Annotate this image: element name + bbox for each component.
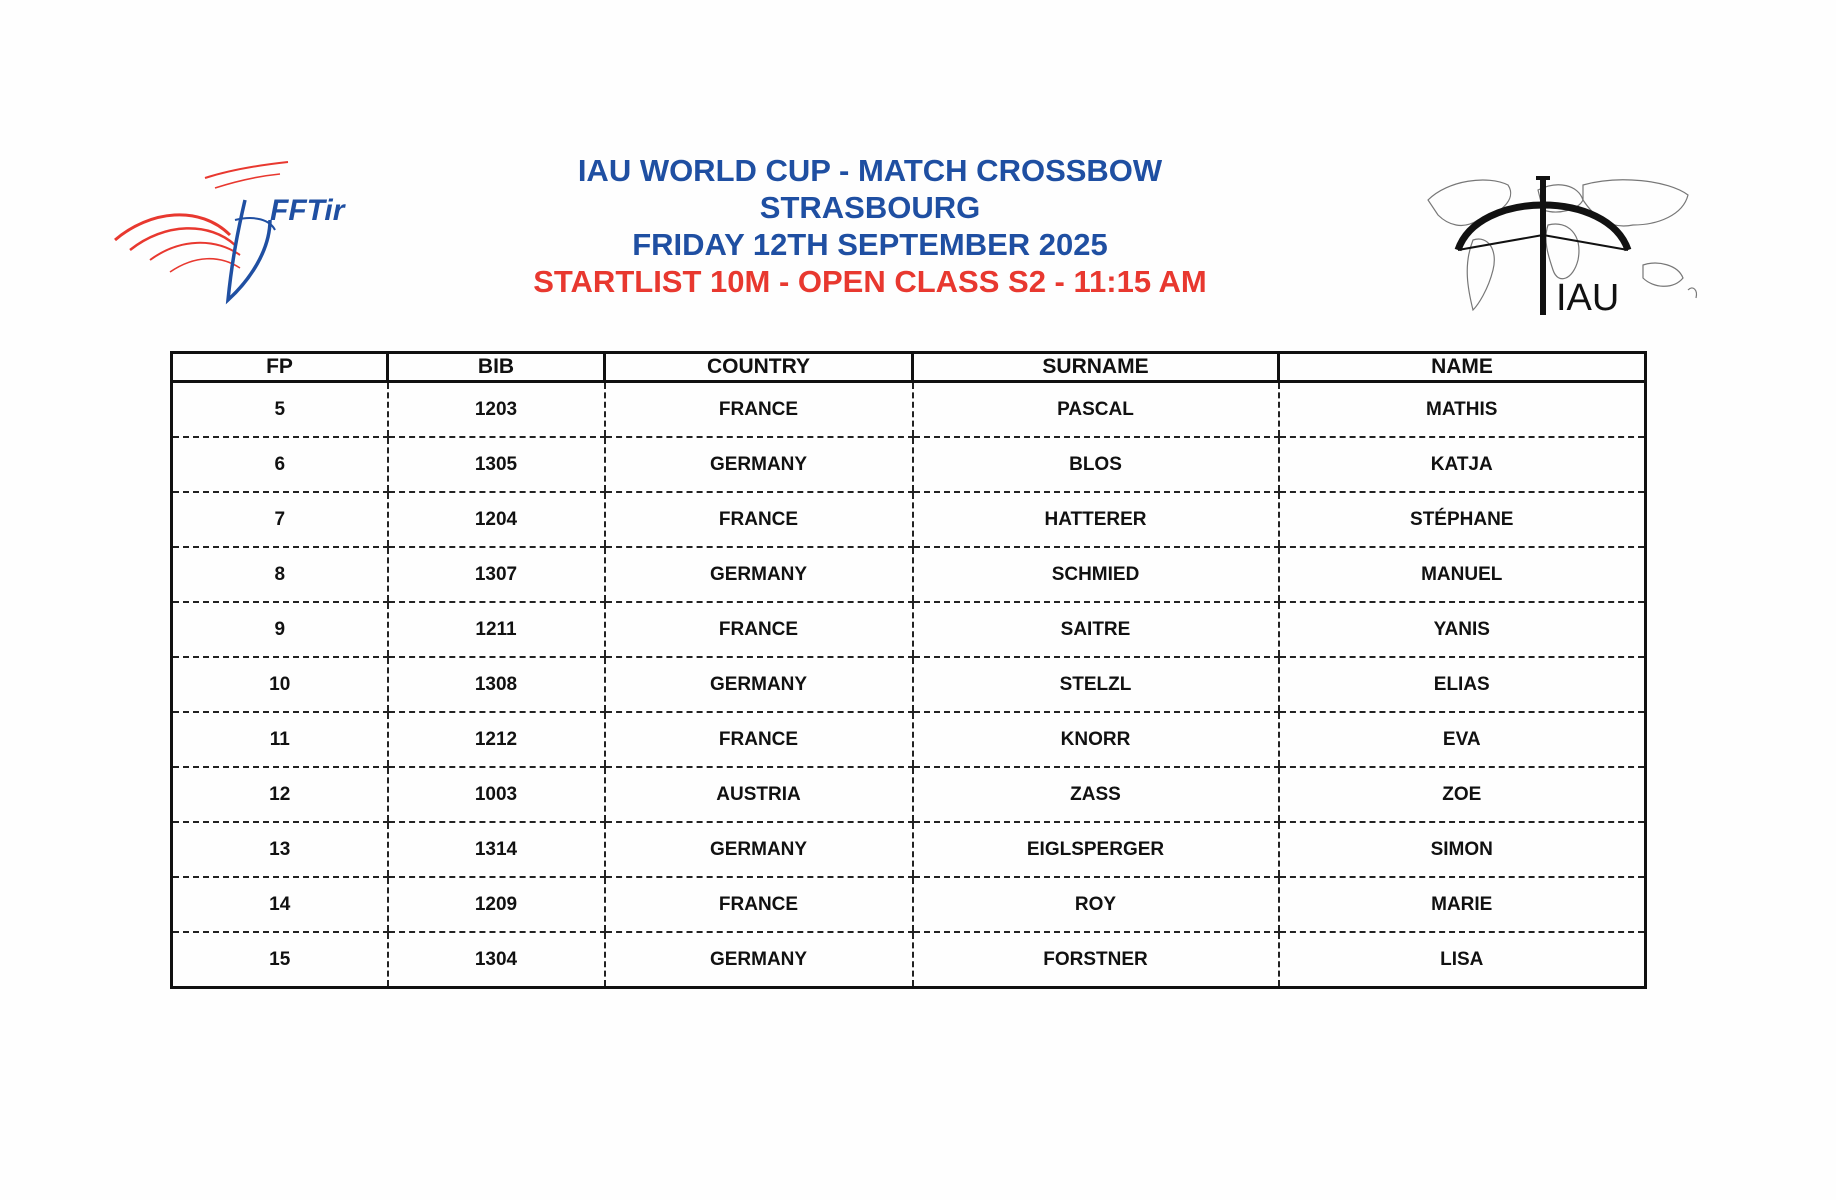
cell-surname: ZASS bbox=[913, 767, 1279, 822]
cell-name: MARIE bbox=[1279, 877, 1646, 932]
table-row bbox=[172, 822, 1646, 877]
cell-bib: 1305 bbox=[388, 437, 605, 492]
cell-name: LISA bbox=[1279, 932, 1646, 988]
cell-name: YANIS bbox=[1279, 602, 1646, 657]
cell-bib: 1203 bbox=[388, 382, 605, 438]
cell-name: STÉPHANE bbox=[1279, 492, 1646, 547]
cell-surname: KNORR bbox=[913, 712, 1279, 767]
cell-bib: 1308 bbox=[388, 657, 605, 712]
startlist-table bbox=[170, 351, 1647, 989]
cell-name: ELIAS bbox=[1279, 657, 1646, 712]
table-row bbox=[172, 712, 1646, 767]
cell-surname: FORSTNER bbox=[913, 932, 1279, 988]
cell-name: SIMON bbox=[1279, 822, 1646, 877]
cell-bib: 1204 bbox=[388, 492, 605, 547]
cell-country: GERMANY bbox=[605, 822, 913, 877]
cell-bib: 1314 bbox=[388, 822, 605, 877]
cell-name: EVA bbox=[1279, 712, 1646, 767]
event-date: FRIDAY 12TH SEPTEMBER 2025 bbox=[632, 227, 1108, 262]
cell-surname: EIGLSPERGER bbox=[913, 822, 1279, 877]
table-row bbox=[172, 932, 1646, 988]
event-location: STRASBOURG bbox=[759, 190, 981, 225]
cell-name: KATJA bbox=[1279, 437, 1646, 492]
table-row bbox=[172, 657, 1646, 712]
cell-fp: 8 bbox=[172, 547, 388, 602]
cell-name: MANUEL bbox=[1279, 547, 1646, 602]
cell-fp: 11 bbox=[172, 712, 388, 767]
cell-fp: 9 bbox=[172, 602, 388, 657]
cell-bib: 1212 bbox=[388, 712, 605, 767]
cell-country: GERMANY bbox=[605, 657, 913, 712]
cell-country: FRANCE bbox=[605, 602, 913, 657]
cell-surname: STELZL bbox=[913, 657, 1279, 712]
page-header bbox=[400, 152, 1340, 300]
table-row bbox=[172, 877, 1646, 932]
fftir-logo bbox=[110, 160, 370, 310]
column-header-country: COUNTRY bbox=[605, 353, 913, 382]
cell-country: GERMANY bbox=[605, 547, 913, 602]
cell-surname: ROY bbox=[913, 877, 1279, 932]
cell-surname: SCHMIED bbox=[913, 547, 1279, 602]
table-row bbox=[172, 492, 1646, 547]
cell-surname: PASCAL bbox=[913, 382, 1279, 438]
cell-fp: 6 bbox=[172, 437, 388, 492]
table-row bbox=[172, 767, 1646, 822]
cell-bib: 1209 bbox=[388, 877, 605, 932]
startlist-title: STARTLIST 10M - OPEN CLASS S2 - 11:15 AM bbox=[533, 264, 1207, 299]
column-header-surname: SURNAME bbox=[913, 353, 1279, 382]
startlist-table-container bbox=[170, 351, 1644, 989]
fftir-logo-text: FFTir bbox=[270, 194, 345, 227]
cell-surname: BLOS bbox=[913, 437, 1279, 492]
cell-country: FRANCE bbox=[605, 712, 913, 767]
table-row bbox=[172, 437, 1646, 492]
cell-country: FRANCE bbox=[605, 877, 913, 932]
table-row bbox=[172, 602, 1646, 657]
cell-country: GERMANY bbox=[605, 437, 913, 492]
cell-bib: 1211 bbox=[388, 602, 605, 657]
event-title: IAU WORLD CUP - MATCH CROSSBOW bbox=[577, 153, 1163, 188]
cell-fp: 14 bbox=[172, 877, 388, 932]
cell-fp: 10 bbox=[172, 657, 388, 712]
cell-country: FRANCE bbox=[605, 382, 913, 438]
cell-name: MATHIS bbox=[1279, 382, 1646, 438]
table-row bbox=[172, 382, 1646, 438]
cell-fp: 7 bbox=[172, 492, 388, 547]
cell-country: AUSTRIA bbox=[605, 767, 913, 822]
column-header-name: NAME bbox=[1279, 353, 1646, 382]
cell-country: GERMANY bbox=[605, 932, 913, 988]
cell-country: FRANCE bbox=[605, 492, 913, 547]
column-header-fp: FP bbox=[172, 353, 388, 382]
cell-bib: 1003 bbox=[388, 767, 605, 822]
cell-fp: 15 bbox=[269, 948, 291, 970]
table-header-row bbox=[172, 353, 1646, 382]
cell-fp: 13 bbox=[172, 822, 388, 877]
iau-logo bbox=[1418, 170, 1704, 320]
cell-fp: 5 bbox=[172, 382, 388, 438]
iau-logo-text: IAU bbox=[1556, 277, 1620, 319]
table-row bbox=[172, 547, 1646, 602]
cell-name: ZOE bbox=[1279, 767, 1646, 822]
column-header-bib: BIB bbox=[388, 353, 605, 382]
cell-bib: 1307 bbox=[388, 547, 605, 602]
cell-bib: 1304 bbox=[388, 932, 605, 988]
cell-surname: SAITRE bbox=[913, 602, 1279, 657]
cell-fp: 12 bbox=[172, 767, 388, 822]
cell-surname: HATTERER bbox=[913, 492, 1279, 547]
